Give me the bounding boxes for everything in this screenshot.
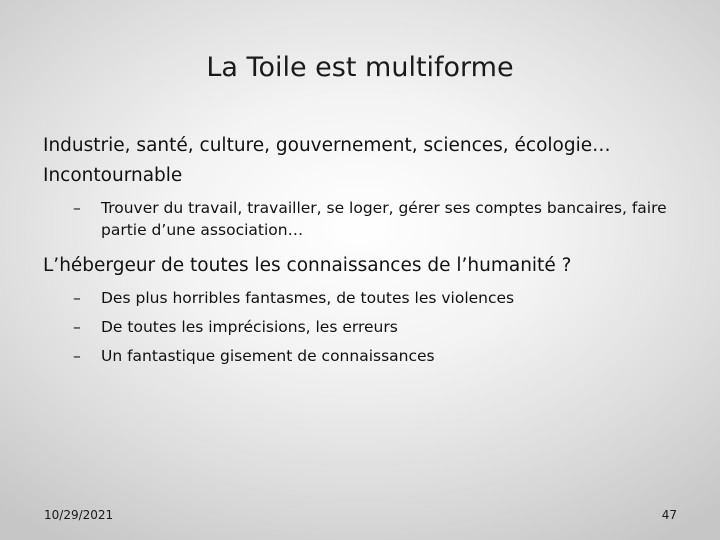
- dash-marker: –: [73, 289, 81, 307]
- dash-marker: –: [73, 347, 81, 365]
- sub-bullet-travail-line1: Trouver du travail, travailler, se loger, gérer ses comptes bancaires, faire: [101, 199, 667, 217]
- sub-bullet-fantasmes: [43, 287, 693, 309]
- slide-number: 47: [661, 508, 677, 522]
- sub-bullet-imprecisions: [43, 316, 693, 338]
- dash-marker: –: [73, 318, 81, 336]
- sub-bullet-travail-line2: partie d’une association…: [101, 221, 304, 239]
- bullet-industries: Industrie, santé, culture, gouvernement, sciences, écologie…: [43, 135, 611, 156]
- sub-bullet-gisement-text: Un fantastique gisement de connaissances: [101, 347, 435, 365]
- sub-bullet-fantasmes-text: Des plus horribles fantasmes, de toutes les violences: [101, 289, 515, 307]
- slide-content: [43, 131, 693, 367]
- bullet-hebergeur: L’hébergeur de toutes les connaissances de l’humanité ?: [43, 255, 572, 276]
- sub-bullet-gisement: [43, 345, 693, 367]
- bullet-incontournable: Incontournable: [43, 165, 183, 186]
- dash-marker: –: [73, 199, 81, 217]
- footer-date: 10/29/2021: [44, 508, 114, 522]
- slide-title: La Toile est multiforme: [206, 52, 514, 83]
- sub-bullet-imprecisions-text: De toutes les imprécisions, les erreurs: [101, 318, 398, 336]
- sub-bullet-travail: [43, 197, 693, 241]
